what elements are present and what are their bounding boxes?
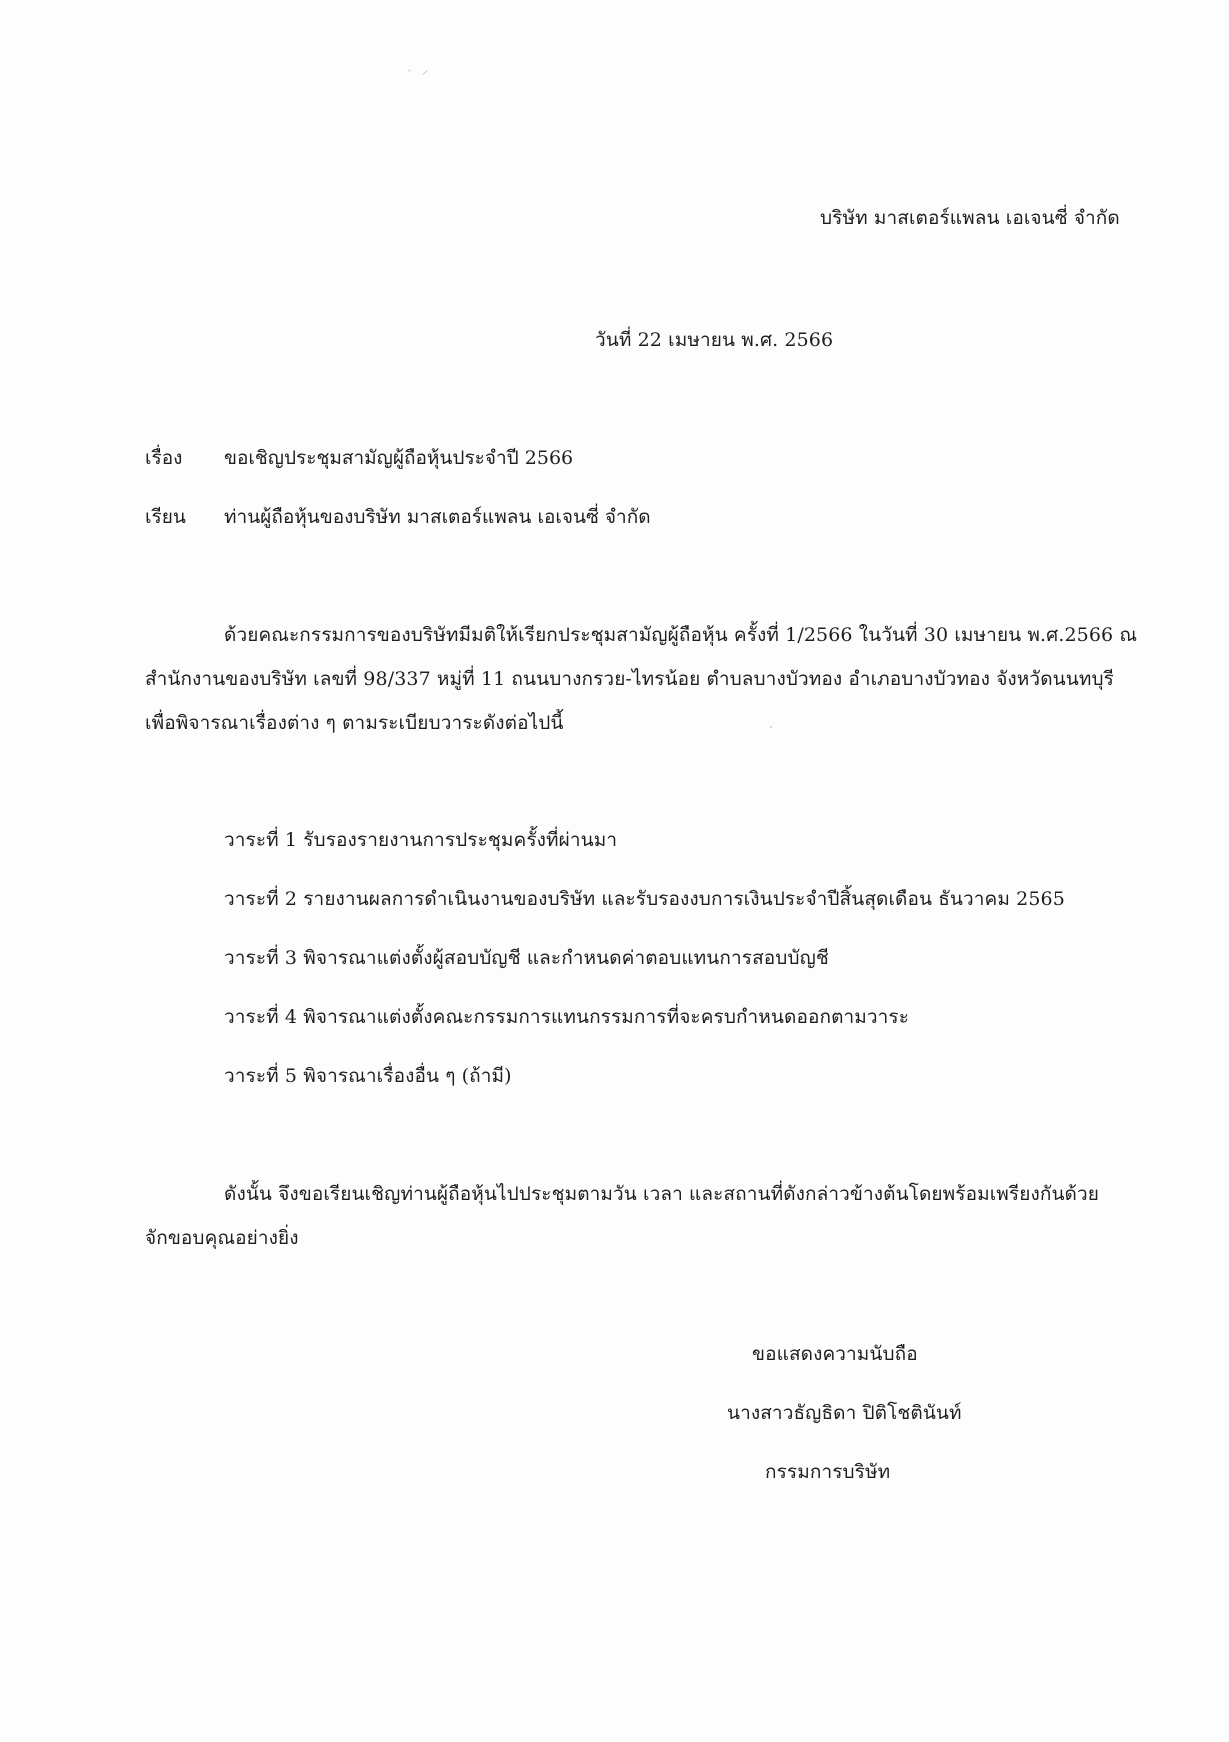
closing-salutation: ขอแสดงความนับถือ <box>752 1343 918 1365</box>
intro-paragraph-line: สำนักงานของบริษัท เลขที่ 98/337 หมู่ที่ 11 ถนนบางกรวย-ไทรน้อย ตำบลบางบัวทอง อำเภอบางบัวทอง จังหวัดนนทบุรี <box>145 668 1114 690</box>
intro-paragraph-line: เพื่อพิจารณาเรื่องต่าง ๆ ตามระเบียบวาระดังต่อไปนี้ <box>145 712 564 734</box>
recipient-label: เรียน <box>145 506 186 528</box>
company-header: บริษัท มาสเตอร์แพลน เอเจนซี่ จำกัด <box>820 207 1120 229</box>
agenda-item: วาระที่ 3 พิจารณาแต่งตั้งผู้สอบบัญชี และกำหนดค่าตอบแทนการสอบบัญชี <box>224 947 829 969</box>
scan-speck <box>770 726 772 728</box>
agenda-item: วาระที่ 5 พิจารณาเรื่องอื่น ๆ (ถ้ามี) <box>224 1065 512 1087</box>
closing-paragraph-line: จักขอบคุณอย่างยิ่ง <box>145 1227 299 1249</box>
scan-speck <box>422 70 427 75</box>
signer-position: กรรมการบริษัท <box>765 1461 891 1483</box>
letter-date: วันที่ 22 เมษายน พ.ศ. 2566 <box>595 329 834 351</box>
agenda-item: วาระที่ 2 รายงานผลการดำเนินงานของบริษัท และรับรองงบการเงินประจำปีสิ้นสุดเดือน ธันวาคม 2565 <box>224 888 1065 910</box>
closing-paragraph-line: ดังนั้น จึงขอเรียนเชิญท่านผู้ถือหุ้นไปประชุมตามวัน เวลา และสถานที่ดังกล่าวข้างต้นโดยพร้อมเพรียงกันด้วย <box>224 1183 1099 1205</box>
subject-label: เรื่อง <box>145 447 183 469</box>
signer-name: นางสาวธัญธิดา ปิติโชตินันท์ <box>727 1402 962 1424</box>
recipient-text: ท่านผู้ถือหุ้นของบริษัท มาสเตอร์แพลน เอเจนซี่ จำกัด <box>224 506 651 528</box>
subject-text: ขอเชิญประชุมสามัญผู้ถือหุ้นประจำปี 2566 <box>224 447 574 469</box>
intro-paragraph-line: ด้วยคณะกรรมการของบริษัทมีมติให้เรียกประชุมสามัญผู้ถือหุ้น ครั้งที่ 1/2566 ในวันที่ 30 เมษายน พ.ศ.2566 ณ <box>224 624 1138 646</box>
agenda-item: วาระที่ 4 พิจารณาแต่งตั้งคณะกรรมการแทนกรรมการที่จะครบกำหนดออกตามวาระ <box>224 1006 910 1028</box>
scan-speck <box>408 69 411 72</box>
agenda-item: วาระที่ 1 รับรองรายงานการประชุมครั้งที่ผ่านมา <box>224 829 618 851</box>
